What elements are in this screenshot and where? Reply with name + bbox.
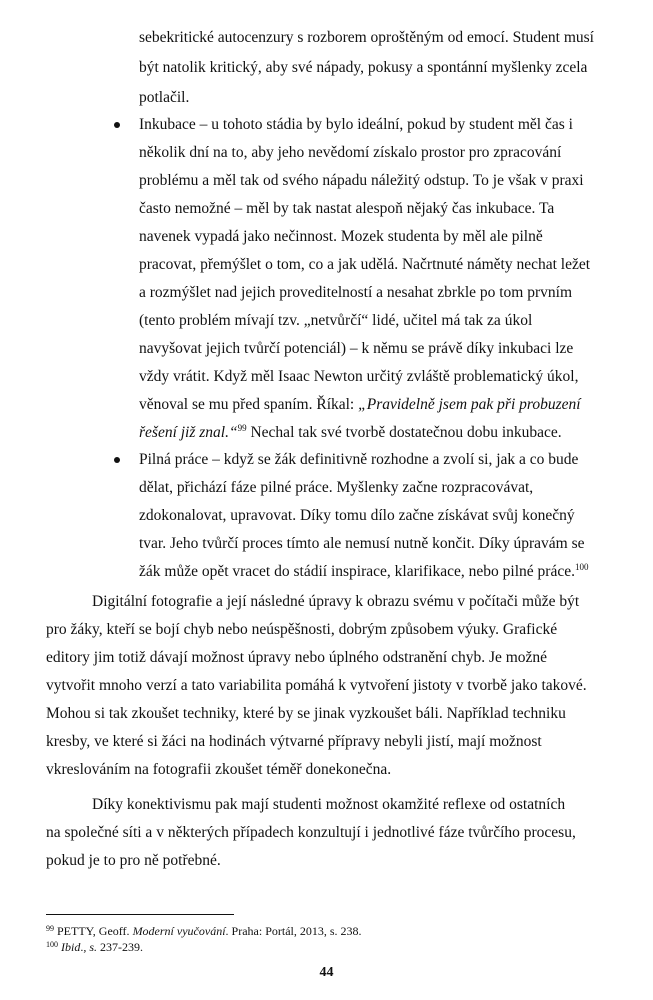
text-line: Díky konektivismu pak mají studenti možnost okamžité reflexe od ostatních [92, 796, 566, 813]
text-line: dělat, přichází fáze pilné práce. Myšlenky začne rozpracovávat, [139, 479, 534, 496]
page-number: 44 [319, 965, 334, 980]
text-line [139, 395, 581, 415]
footnote-mark: 99 [46, 924, 54, 933]
footnote-ref-99[interactable]: 99 [237, 423, 247, 433]
footnote-99 [46, 924, 362, 938]
text-line: (tento problém mívají tzv. „netvůrčí“ lidé, učitel má tak za úkol [139, 312, 533, 329]
footnote-divider [46, 914, 234, 915]
text-line: vkreslováním na fotografii zkoušet téměř donekonečna. [46, 761, 392, 778]
text-line: Inkubace – u tohoto stádia by bylo ideální, pokud by student měl čas i [139, 116, 573, 133]
text-line: editory jim totiž dávají možnost úpravy nebo úplného odstranění chyb. Je možné [46, 649, 548, 666]
footnote-ibid: Ibid [58, 940, 81, 954]
text-line: vždy vrátit. Když měl Isaac Newton určitý zvláště problematický úkol, [139, 368, 579, 385]
text-line [139, 423, 562, 443]
footnote-title: Moderní vyučování [132, 924, 226, 938]
text-line: Mohou si tak zkoušet techniky, které by se jinak vyzkoušet báli. Například techniku [46, 705, 566, 722]
text-line [139, 562, 588, 582]
text-run: Nechal tak své tvorbě dostatečnou dobu inkubace. [246, 424, 562, 441]
text-line: kresby, ve které si žáci na hodinách výtvarné přípravy nebyli jistí, mají možnost [46, 733, 542, 750]
text-line: problému a měl tak od svého nápadu náležitý odstup. To je však v praxi [139, 172, 584, 189]
footnote-separator: . [80, 940, 84, 954]
text-line: na společné síti a v některých případech konzultují i jednotlivé fáze tvůrčího procesu, [46, 824, 576, 841]
footnote-publication: . Praha: Portál, 2013, s. 238. [225, 924, 362, 938]
text-line: pracovat, přemýšlet o tom, co a jak udělá. Načrtnuté náměty nechat ležet [139, 256, 591, 273]
text-line: být natolik kritický, aby své nápady, pokusy a spontánní myšlenky zcela [139, 59, 588, 76]
text-line: několik dní na to, aby jeho nevědomí získalo prostor pro zpracování [139, 144, 562, 161]
text-line: Digitální fotografie a její následné úpravy k obrazu svému v počítači může být [92, 593, 580, 610]
text-line: pokud je to pro ně potřebné. [46, 852, 221, 869]
text-line: vytvořit mnoho verzí a tato variabilita pomáhá k vytvoření jistoty v tvorbě jako takové. [46, 677, 587, 694]
text-line: Pilná práce – když se žák definitivně rozhodne a zvolí si, jak a co bude [139, 451, 579, 468]
text-line: pro žáky, kteří se bojí chyb nebo neúspěšnosti, dobrým způsobem výuky. Grafické [46, 621, 558, 638]
footnote-100 [46, 940, 143, 954]
footnote-author: PETTY, Geoff. [54, 924, 133, 938]
text-line: tvar. Jeho tvůrčí proces tímto ale nemusí nutně končit. Díky úpravám se [139, 535, 585, 552]
text-line: potlačil. [139, 89, 190, 106]
text-run: věnoval se mu před spaním. Říkal: [139, 396, 359, 413]
footnote-s: , s. [83, 940, 98, 954]
text-run: žák může opět vracet do stádií inspirace, klarifikace, nebo pilné práce. [139, 563, 575, 580]
bullet-icon [114, 457, 120, 463]
text-line: navyšovat jejich tvůrčí potenciál) – k němu se právě díky inkubaci lze [139, 340, 574, 357]
footnote-mark: 100 [46, 940, 58, 949]
footnote-pages: 237-239. [97, 940, 144, 954]
text-line: sebekritické autocenzury s rozborem oproštěným od emocí. Student musí [139, 29, 594, 46]
newton-quote: „Pravidelně jsem pak při probuzení [358, 396, 581, 413]
newton-quote: řešení již znal.“ [139, 424, 238, 441]
text-line: zdokonalovat, upravovat. Díky tomu dílo začne získávat svůj konečný [139, 507, 575, 524]
footnote-ref-100[interactable]: 100 [574, 562, 589, 572]
text-line: a rozmýšlet nad jejich proveditelností a nesahat zbrkle po tom prvním [139, 284, 573, 301]
text-line: navenek vypadá jako nečinnost. Mozek studenta by měl ale pilně [139, 228, 543, 245]
bullet-icon [114, 122, 120, 128]
text-line: často nemožné – měl by tak nastat alespoň nějaký čas inkubace. Ta [139, 200, 555, 217]
